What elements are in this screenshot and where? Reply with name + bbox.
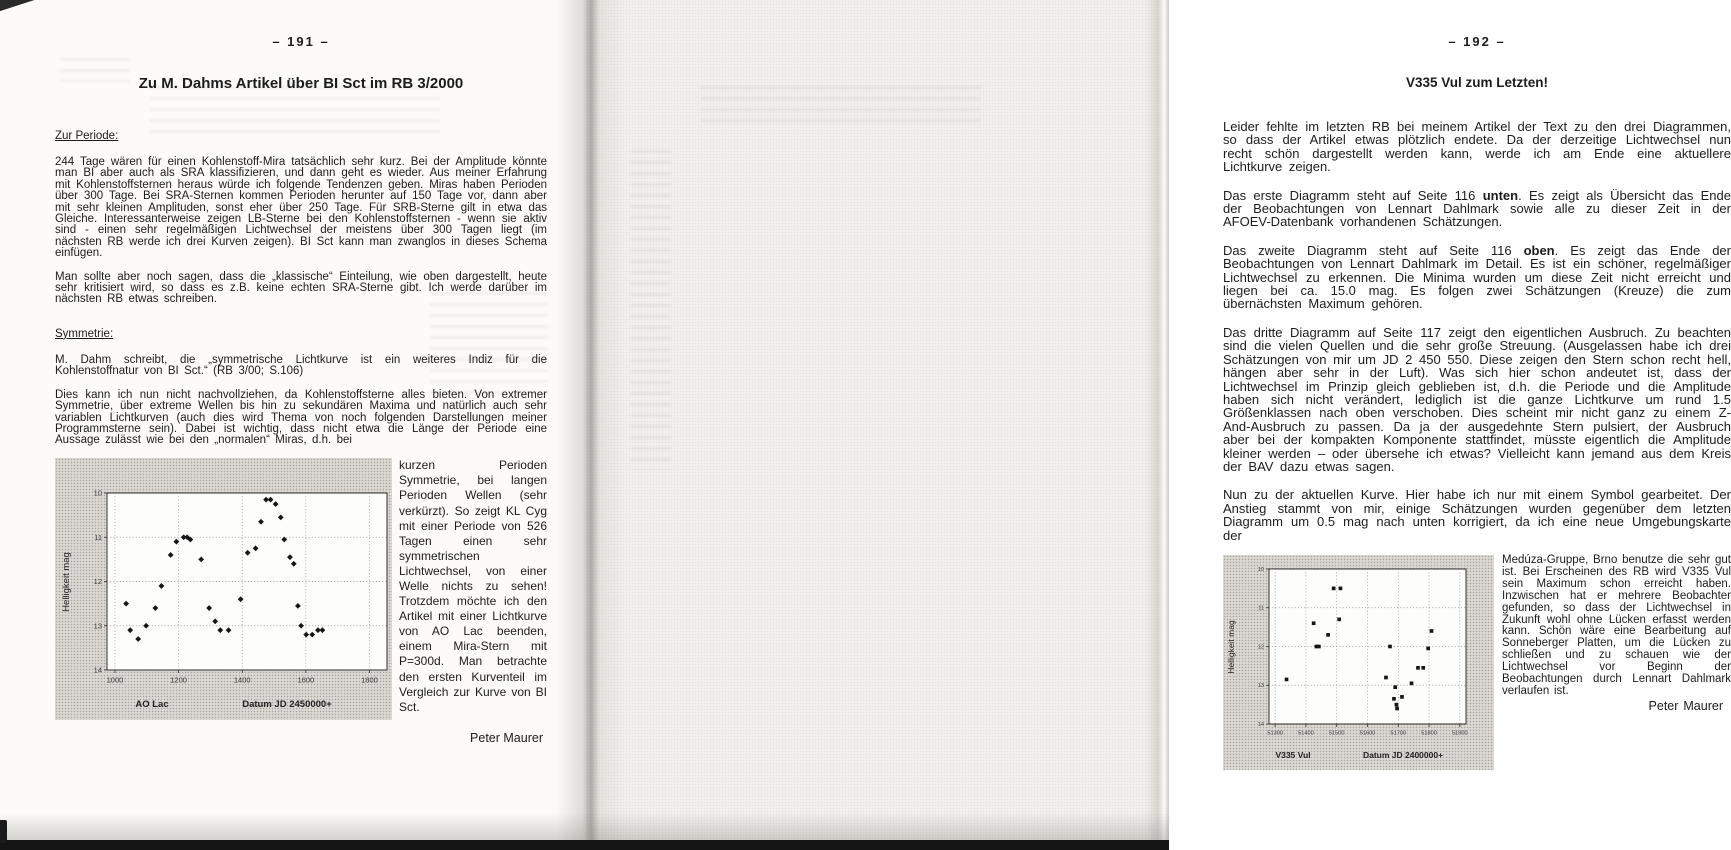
data-point (1421, 666, 1425, 670)
scanner-bed-bar (0, 840, 1169, 850)
data-point (1317, 645, 1321, 649)
paragraph: Leider fehlte im letzten RB bei meinem Artikel der Text zu den drei Diagrammen, so dass der Artikel etwas plötzlich endete. Da der derzeitige Lichtwechsel nun recht schön dargestellt werden kann, werde ich am Ende eine aktuellere Lichtkurve zeigen. (1223, 119, 1731, 175)
v335-vul-lightcurve-figure (1223, 555, 1494, 770)
data-point (1393, 685, 1397, 689)
ao-lac-lightcurve-figure (55, 458, 392, 720)
paragraph-continuation: kurzen Perioden Symmetrie, bei langen Perioden Wellen (sehr verkürzt). So zeigt KL Cyg mit einer Periode von 526 Tagen einen sehr symmetrischen Lichtwechsel, von einer Welle nichts zu sehen! Trotzdem möchte ich den Artikel mit einer Lichtkurve von AO Lac beenden, einem Mira-Stern mit P=300d. Man betrachte den ersten Kurventeil im Vergleich zur Kurve von BI Sct. (399, 458, 547, 714)
data-point (1395, 707, 1399, 711)
data-point (1326, 633, 1330, 637)
y-tick-label: 10 (93, 488, 102, 498)
left-text-column (55, 34, 547, 746)
x-tick-label: 1600 (297, 675, 315, 685)
y-tick-label: 11 (94, 533, 102, 543)
page-191 (0, 0, 586, 850)
data-point (1388, 645, 1392, 649)
data-point (1285, 678, 1289, 682)
v335-vul-scatter-chart (1223, 555, 1494, 770)
x-axis-label: Datum JD 2450000+ (242, 699, 332, 711)
x-tick-label: 1200 (170, 675, 187, 685)
y-tick-label: 12 (93, 577, 102, 587)
paragraph-continuation: Medúza-Gruppe, Brno benutze die sehr gut ist. Bei Erscheinen des RB wird V335 Vul sein Maximum schon erreicht haben. Inzwischen hat er mehrere Beobachter gefunden, so dass der Lichtwechsel in Zukunft wohl ohne Lücken erfasst werden kann. Schön wäre eine Bearbeitung auf Sonneberger Platten, um die Lücken zu schließen und zu schauen wie der Lichtwechsel vor Beginn der Beobachtungen durch Lennart Dahlmark verlaufen ist. (1502, 553, 1731, 697)
series-label: V335 Vul (1275, 749, 1311, 760)
section-heading-periode: Zur Periode: (55, 130, 119, 142)
sidenote-column (399, 458, 547, 746)
x-tick-label: 51600 (1359, 730, 1376, 737)
x-tick-label: 51400 (1298, 730, 1314, 737)
paragraph: Nun zu der aktuellen Kurve. Hier habe ich nur mit einem Symbol gearbeitet. Der Anstieg stammt von mir, einige Schätzungen wurden gegenüber dem letzten Diagramm um 0.5 mag nach unten korrigiert, da ich eine neue Umgebungskarte der (1223, 487, 1731, 543)
data-point (1339, 587, 1343, 591)
ao-lac-scatter-chart (55, 458, 392, 720)
data-point (1312, 621, 1316, 625)
bold-word: oben (1523, 242, 1555, 258)
x-tick-label: 1800 (361, 675, 378, 685)
x-tick-label: 51800 (1421, 730, 1437, 737)
paragraph: Dies kann ich nun nicht nachvollziehen, da Kohlenstoffsterne alles bieten. Von extremer Symmetrie, über extreme Wellen bis hin zu sekundären Maxima und natürlich auch sehr variablen Lichtkurven (auch dies wird Thema von noch folgenden Darstellungen meiner Programmsterne sein). Dabei ist wichtig, dass nicht etwa die Länge der Periode eine Aussage zulässt wie bei den „normalen“ Miras, d.h. bei (55, 388, 547, 447)
paragraph-text: . Es zeigt das Ende der Beobachtungen von Lennart Dahlmark im Detail. Es ist ein schöner, regelmäßiger Lichtwechsel zu erkennen. Die Minima wurden um diese Zeit nicht erreicht und liegen bei ca. 15.0 mag. Es folgen zwei Schätzungen (Kreuze) die zum übernächsten Maximum gehören. (1223, 242, 1731, 312)
x-tick-label: 1400 (233, 675, 251, 685)
y-axis-label: Helligkeit mag (1226, 620, 1236, 674)
data-point (1395, 703, 1399, 707)
data-point (1392, 697, 1396, 701)
page-number: – 192 – (1448, 34, 1506, 49)
series-label: AO Lac (135, 699, 169, 711)
paragraph-text: Das erste Diagramm steht auf Seite 116 (1223, 187, 1483, 203)
paragraph (1223, 189, 1731, 229)
paragraph-text: . Es zeigt als Übersicht das Ende der Beobachtungen von Lennart Dahlmark sowie alle zu dieser Zeit in der AFOEV-Datenbank vorhandenen Schätzungen. (1223, 187, 1731, 230)
page-192 (586, 0, 1731, 850)
y-tick-label: 14 (93, 665, 102, 675)
data-point (1416, 666, 1420, 670)
scan-edge-mark (0, 820, 7, 843)
paragraph-text: Das zweite Diagramm steht auf Seite 116 (1223, 242, 1524, 258)
bleed-through-artifact (701, 86, 981, 126)
chart-and-sidenote-row (55, 458, 547, 746)
page-number: – 191 – (272, 34, 330, 49)
chart-and-sidenote-row (1223, 555, 1731, 770)
article-title: Zu M. Dahms Artikel über BI Sct im RB 3/2000 (138, 75, 464, 92)
x-axis-label: Datum JD 2400000+ (1362, 749, 1444, 760)
y-tick-label: 10 (1257, 566, 1264, 573)
x-tick-label: 1000 (106, 675, 124, 685)
y-tick-label: 12 (1257, 644, 1264, 651)
y-tick-label: 13 (93, 621, 102, 631)
y-tick-label: 11 (1258, 605, 1264, 612)
paragraph: M. Dahm schreibt, die „symmetrische Lichtkurve ist ein weiteres Indiz für die Kohlenstoffnatur von BI Sct.“ (RB 3/00; S.106) (55, 353, 547, 378)
article-title: V335 Vul zum Letzten! (1405, 75, 1549, 90)
data-point (1400, 695, 1404, 699)
paragraph: Man sollte aber noch sagen, dass die „klassische“ Einteilung, wie oben dargestellt, heute sehr kritisiert wird, so dass es z.B. keine echten SRA-Sterne gibt. Ich werde darüber im nächsten RB etwas schreiben. (55, 270, 547, 306)
x-tick-label: 51900 (1452, 730, 1468, 737)
data-point (1426, 647, 1430, 651)
data-point (1410, 681, 1414, 685)
y-axis-label: Helligkeit mag (61, 552, 72, 613)
data-point (1430, 629, 1434, 633)
data-point (1337, 618, 1341, 622)
y-tick-label: 13 (1257, 683, 1264, 690)
paragraph: 244 Tage wären für einen Kohlenstoff-Mira tatsächlich sehr kurz. Bei der Amplitude könnte man BI aber auch als SRA klassifizieren, und dann geht es wieder. Aus meiner Erfahrung mit Kohlenstoffsternen heraus würde ich folgende Tendenzen geben. Miras haben Perioden über 300 Tage. Bei SRA-Sternen kommen Perioden herunter auf 150 Tage vor, dann aber mit sehr kleinen Amplituden, sonst eher über 250 Tage. Für SRB-Sterne gilt in etwa das Gleiche. Interessanterweise zeigen LB-Sterne bei den Kohlenstoffsternen - wenn sie aktiv sind - einen sehr regelmäßigen Lichtwechsel der meistens über 300 Tagen liegt (im nächsten RB werde ich drei Kurven zeigen). BI Sct kann man zwanglos in dieses Schema einfügen. (55, 156, 547, 260)
y-tick-label: 14 (1257, 721, 1264, 728)
right-text-column (1223, 34, 1731, 770)
section-heading-symmetrie: Symmetrie: (55, 327, 114, 340)
x-tick-label: 51700 (1390, 730, 1407, 737)
paragraph (1223, 244, 1731, 311)
data-point (1384, 676, 1388, 680)
bold-word: unten (1482, 187, 1519, 203)
bleed-through-artifact (631, 150, 671, 470)
x-tick-label: 51500 (1328, 730, 1345, 737)
author-signature: Peter Maurer (470, 730, 543, 745)
x-tick-label: 51300 (1267, 730, 1283, 737)
data-point (1332, 587, 1336, 591)
paragraph: Das dritte Diagramm auf Seite 117 zeigt den eigentlichen Ausbruch. Zu beachten sind die vielen Quellen und die sehr große Streuung. (Ausgelassen habe ich drei Schätzungen von mir um JD 2 450 550. Diese zeigen den Stern schon recht hell, hängen aber sehr in der Luft). Was sich hier schon andeutet ist, dass der Lichtwechsel im Prinzip gleich geblieben ist, d.h. die Periode und die Amplitude haben sich nicht verändert, lediglich ist die ganze Lichtkurve um rund 1.5 Größenklassen nach oben verschoben. Dies scheint mir nicht ganz zu einem Z-And-Ausbruch zu passen. Da ja der ausgedehnte Stern pulsiert, der Ausbruch aber bei der kompakten Komponente stattfindet, müsste eigentlich die Amplitude kleiner werden – oder übersehe ich etwas? Vielleicht kann jemand aus dem Kreis der BAV dazu etwas sagen. (1223, 324, 1731, 474)
sidenote-column (1502, 555, 1731, 770)
author-signature: Peter Maurer (1648, 698, 1723, 713)
